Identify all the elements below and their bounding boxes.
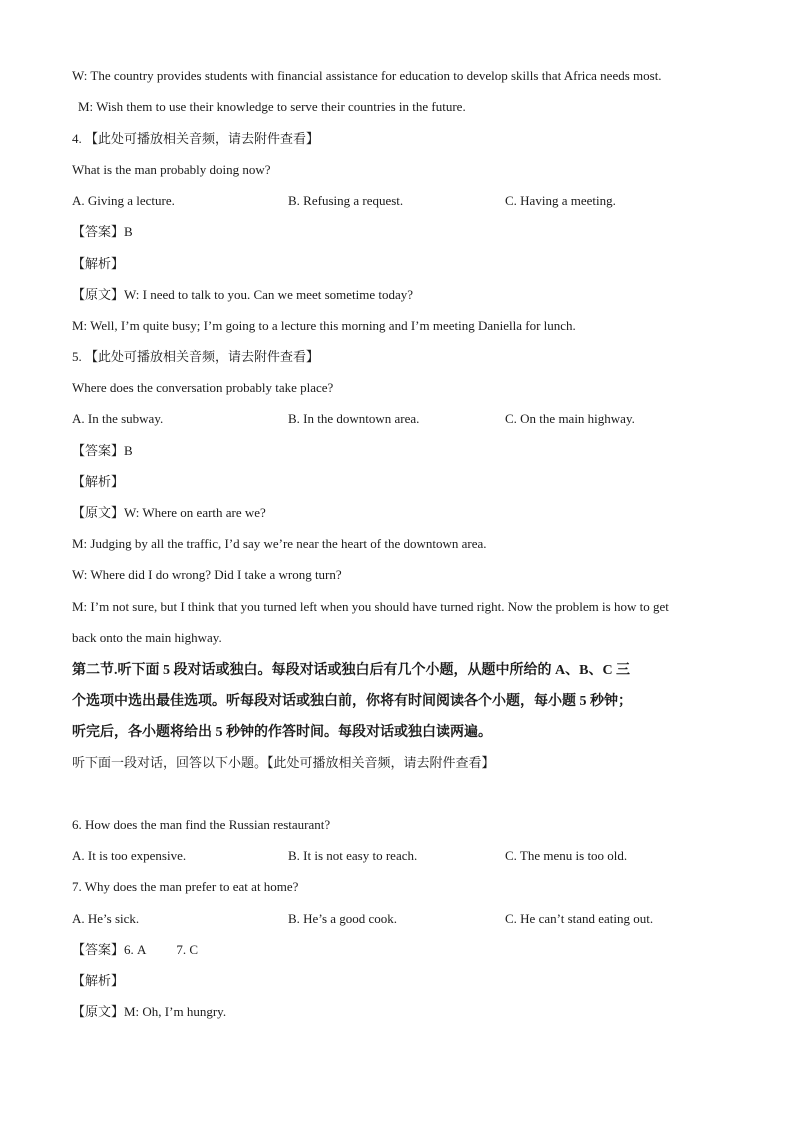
transcript-line: M: I’m not sure, but I think that you turned left when you should have turned right. Now the problem is how to get <box>72 599 669 614</box>
option-b: B. He’s a good cook. <box>288 911 398 926</box>
answer-label: 【答案】B <box>72 224 133 239</box>
option-c: C. He can’t stand eating out. <box>505 911 654 926</box>
transcript-line: 【原文】W: Where on earth are we? <box>72 505 266 520</box>
answer-label: 【答案】B <box>72 443 133 458</box>
option-c: C. On the main highway. <box>505 411 635 426</box>
question-header: 4. 【此处可播放相关音频，请去附件查看】 <box>72 131 320 146</box>
option-a: A. Giving a lecture. <box>72 193 175 208</box>
analysis-label: 【解析】 <box>72 973 125 988</box>
option-c: C. The menu is too old. <box>505 848 628 863</box>
option-c: C. Having a meeting. <box>505 193 616 208</box>
section-heading: 第二节.听下面 5 段对话或独白。每段对话或独白后有几个小题，从题中所给的 A、B、C 三 个选项中选出最佳选项。听每段对话或独白前，你将有时间阅读各个小题，每小题 5 秒钟； 听完后，各小题将给出 5 秒钟的作答时间。每段对话或独白读两遍。 <box>72 663 632 740</box>
analysis-label: 【解析】 <box>72 474 125 489</box>
transcript-line: back onto the main highway. <box>72 630 222 645</box>
transcript-line: W: Where did I do wrong? Did I take a wrong turn? <box>72 567 342 582</box>
question-text: 6. How does the man find the Russian restaurant? <box>72 817 331 832</box>
analysis-label: 【解析】 <box>72 256 125 271</box>
question-text: What is the man probably doing now? <box>72 162 271 177</box>
question-text: 7. Why does the man prefer to eat at home? <box>72 879 299 894</box>
option-a: A. In the subway. <box>72 411 164 426</box>
transcript-line: M: Well, I’m quite busy; I’m going to a lecture this morning and I’m meeting Daniella for lunch. <box>72 318 576 333</box>
transcript-line: 【原文】M: Oh, I’m hungry. <box>72 1004 227 1019</box>
option-b: B. In the downtown area. <box>288 411 420 426</box>
listen-prompt: 听下面一段对话，回答以下小题。【此处可播放相关音频，请去附件查看】 <box>72 755 495 770</box>
option-b: B. It is not easy to reach. <box>288 848 418 863</box>
question-text: Where does the conversation probably take place? <box>72 380 334 395</box>
option-a: A. He’s sick. <box>72 911 140 926</box>
option-a: A. It is too expensive. <box>72 848 187 863</box>
dialogue-line: M: Wish them to use their knowledge to serve their countries in the future. <box>78 99 466 114</box>
option-b: B. Refusing a request. <box>288 193 404 208</box>
transcript-line: 【原文】W: I need to talk to you. Can we meet sometime today? <box>72 287 414 302</box>
answer-label: 【答案】6. A 7. C <box>72 942 199 957</box>
transcript-line: M: Judging by all the traffic, I’d say we’re near the heart of the downtown area. <box>72 536 487 551</box>
dialogue-line: W: The country provides students with financial assistance for education to develop skills that Africa needs most. <box>72 68 662 83</box>
question-header: 5. 【此处可播放相关音频，请去附件查看】 <box>72 349 320 364</box>
